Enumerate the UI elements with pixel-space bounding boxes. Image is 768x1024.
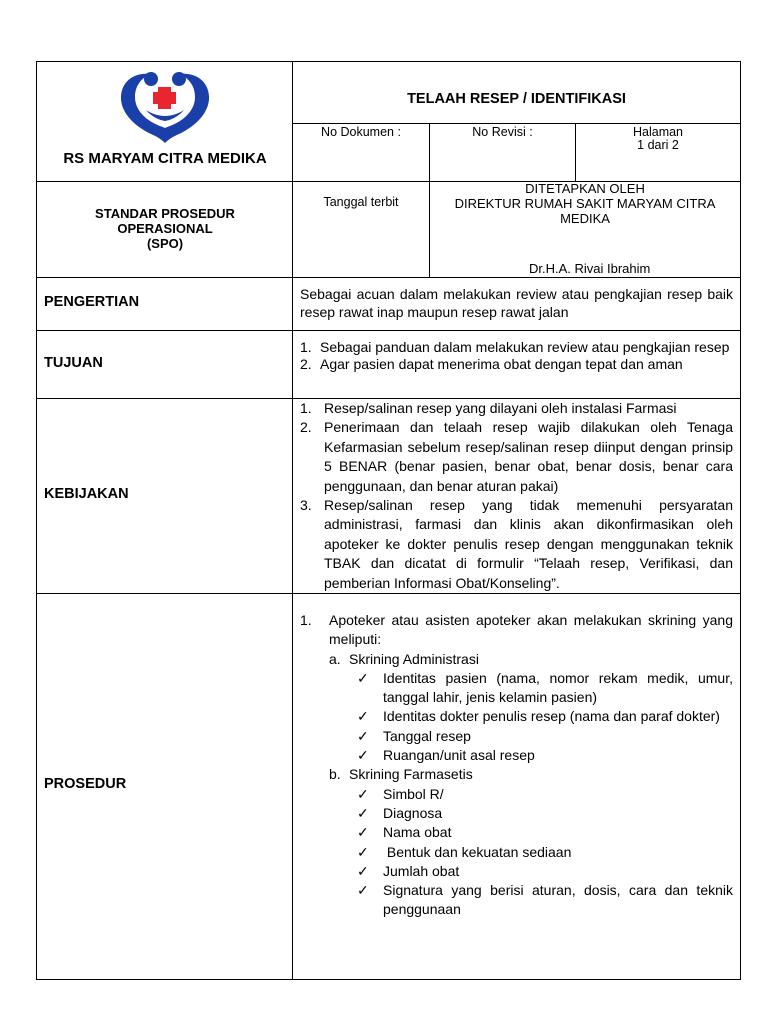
check-icon: ✓ [357, 804, 369, 821]
list-item [300, 496, 733, 593]
halaman-label: Halaman [632, 125, 684, 139]
table-border-bottom [36, 979, 741, 980]
check-icon: ✓ [357, 824, 369, 841]
check-list-item [357, 785, 733, 804]
list-item-text: Resep/salinan resep yang dilayani oleh instalasi Farmasi [324, 400, 677, 416]
check-list-item [357, 823, 733, 842]
check-list-item [357, 727, 733, 746]
tanggal-terbit-label: Tanggal terbit [323, 195, 399, 209]
check-list-item [357, 669, 733, 708]
prosedur-label: PROSEDUR [44, 776, 127, 792]
table-line [36, 277, 741, 278]
check-list-text: Jumlah obat [383, 862, 460, 879]
list-item-text: Agar pasien dapat menerima obat dengan tepat dan aman [320, 356, 683, 372]
list-item-number: 2. [300, 419, 312, 436]
table-border-right [740, 61, 741, 980]
kebijakan-list [300, 399, 733, 593]
signatory-name: Dr.H.A. Rivai Ibrahim [529, 261, 651, 276]
check-list-item [357, 746, 733, 765]
list-item-text: Apoteker atau asisten apoteker akan melakukan skrining yang meliputi: [329, 612, 733, 648]
ditetapkan-block [430, 181, 740, 226]
check-icon: ✓ [357, 843, 369, 860]
list-item-number: 3. [300, 497, 312, 514]
check-icon: ✓ [357, 862, 369, 879]
check-list-text: Simbol R/ [383, 785, 444, 802]
spo-line-3: (SPO) [146, 236, 184, 251]
ditetapkan-line-2: DIREKTUR RUMAH SAKIT MARYAM CITRA [454, 196, 716, 211]
sub-list-title: Skrining Farmasetis [349, 766, 473, 783]
table-border-top [36, 61, 741, 62]
pengertian-text: Sebagai acuan dalam melakukan review atau pengkajian resep baik resep rawat inap maupun resep rawat jalan [300, 286, 733, 320]
check-list-item [357, 881, 733, 920]
list-item [300, 356, 733, 373]
spo-label [40, 206, 290, 251]
check-list-text: Signatura yang berisi aturan, dosis, cara dan teknik penggunaan [383, 882, 733, 918]
check-list-text: Tanggal resep [383, 727, 471, 744]
no-dokumen-label: No Dokumen : [321, 125, 401, 139]
check-icon: ✓ [357, 747, 369, 764]
check-icon: ✓ [357, 669, 369, 686]
kebijakan-label: KEBIJAKAN [44, 486, 129, 502]
table-border-left [36, 61, 37, 980]
check-list-item [357, 862, 733, 881]
check-list-text: Nama obat [383, 824, 452, 841]
list-item-number: 1. [300, 612, 312, 628]
hospital-logo-icon [118, 70, 212, 144]
list-item-text: Penerimaan dan telaah resep wajib dilakukan oleh Tenaga Kefarmasian sebelum resep/salinan resep diinput dengan prinsip 5 BENAR (benar pasien, benar obat, benar dosis, benar cara penggunaan, dan benar aturan pakai) [324, 419, 733, 494]
check-icon: ✓ [357, 882, 369, 899]
list-item [300, 399, 733, 418]
check-list-text: Identitas pasien (nama, nomor rekam medik, umur, tanggal lahir, jenis kelamin pasien) [383, 669, 733, 706]
check-icon: ✓ [357, 708, 369, 725]
sub-list-title: Skrining Administrasi [349, 650, 479, 667]
sub-list-item [329, 650, 733, 669]
check-list [329, 669, 733, 765]
list-item [300, 611, 733, 650]
check-list-text: Diagnosa [383, 804, 443, 821]
no-revisi-label: No Revisi : [472, 125, 533, 139]
spo-line-1: STANDAR PROSEDUR [95, 206, 235, 221]
document-title: TELAAH RESEP / IDENTIFIKASI [407, 91, 626, 107]
sub-list-letter: a. [329, 650, 341, 667]
ditetapkan-line-3: MEDIKA [560, 211, 610, 226]
ditetapkan-line-1: DITETAPKAN OLEH [525, 181, 645, 196]
table-line [36, 593, 741, 594]
prosedur-list [300, 611, 733, 920]
list-item-text: Sebagai panduan dalam melakukan review atau pengkajian resep [320, 339, 730, 355]
spo-line-2: OPERASIONAL [117, 221, 213, 236]
check-list-item [357, 804, 733, 823]
list-item-number: 1. [300, 339, 312, 355]
check-icon: ✓ [357, 727, 369, 744]
tujuan-label: TUJUAN [44, 355, 103, 371]
list-item-number: 1. [300, 400, 312, 416]
hospital-name: RS MARYAM CITRA MEDIKA [63, 150, 267, 167]
sub-list-letter: b. [329, 766, 341, 783]
check-list-text: Ruangan/unit asal resep [383, 747, 535, 764]
table-line [36, 330, 741, 331]
list-item [300, 418, 733, 496]
list-item-text: Resep/salinan resep yang tidak memenuhi persyaratan administrasi, farmasi dan klinis akan dikonfirmasikan oleh apoteker ke dokter penulis resep dengan menggunakan teknik TBAK dan dicatat di formulir “Telaah resep, Verifikasi, dan pemberian Informasi Obat/Konseling”. [324, 497, 733, 591]
check-list-text: Identitas dokter penulis resep (nama dan paraf dokter) [383, 708, 720, 725]
table-line [292, 123, 741, 124]
sub-list-item [329, 765, 733, 784]
check-list-item [357, 843, 733, 862]
check-list-item [357, 707, 733, 726]
pengertian-label: PENGERTIAN [44, 294, 140, 310]
check-list [329, 785, 733, 920]
check-icon: ✓ [357, 785, 369, 802]
check-list-text: Bentuk dan kekuatan sediaan [383, 843, 572, 860]
list-item-number: 2. [300, 356, 312, 372]
tujuan-list [300, 339, 733, 373]
sub-list [300, 650, 733, 920]
halaman-value: 1 dari 2 [637, 138, 679, 152]
list-item [300, 339, 733, 356]
